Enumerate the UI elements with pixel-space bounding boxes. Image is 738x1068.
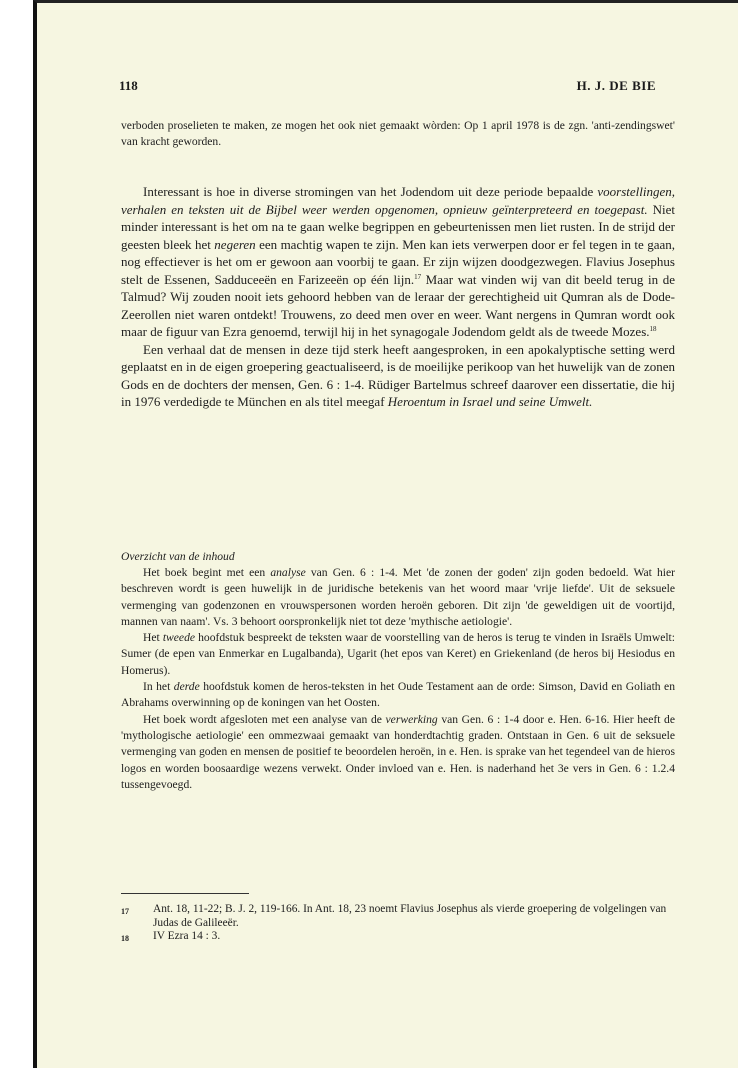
carryover-paragraph: [121, 118, 675, 151]
book-title: Heroentum in Israel und seine Umwelt.: [387, 394, 593, 409]
footnote-text: Ant. 18, 11-22; B. J. 2, 119-166. In Ant. 18, 23 noemt Flavius Josephus als vierde groepering de volgelingen van Judas de Galileeër.: [153, 903, 667, 929]
paragraph-derde: In het derde hoofdstuk komen de heros-teksten in het Oude Testament aan de orde: Simson, David en Goliath en Abrahams overwinning op de koningen van het Oosten.: [121, 680, 675, 710]
footnote-number: 18: [121, 934, 129, 943]
footnote-17: [121, 903, 675, 930]
paragraph-verhaal: Een verhaal dat de mensen in deze tijd sterk heeft aangesproken, in een apokalyptische setting werd geplaatst en in de eigen groepering geactualiseerd, is de moeilijke perikoop van het huwelijk van de zonen Gods en de dochters der mensen, Gen. 6 : 1-4. Rüdiger Bartelmus schreef daarover een dissertatie, die hij in 1976 verdedigde te München en als titel meegaf Heroentum in Israel und seine Umwelt.: [121, 341, 675, 409]
paragraph-verwerking: Het boek wordt afgesloten met een analyse van de verwerking van Gen. 6 : 1-4 door e. Hen. 6-16. Hier heeft de 'mythologische aetiologie' een ommezwaai gemaakt van honderdtachtig graden. Ontstaan in Gen. 6 uit de seksuele vermenging van goden en mensen de positief te beoordelen heroën, in e. Hen. is sprake van het tegendeel van de hieros logos en worden boosaardige wezens verwekt. Onder invloed van e. Hen. is naderhand het 3e vers in Gen. 6 : 1.2.4 tussengevoegd.: [121, 712, 675, 791]
page-header: [119, 78, 656, 94]
paragraph-analyse: Het boek begint met een analyse van Gen. 6 : 1-4. Met 'de zonen der goden' zijn goden bedoeld. Wat hier beschreven wordt is geen huwelijk in de juridische betekenis van het woord maar 'vrije liefde'. Uit de seksuele vermenging van godenzonen en vrouwspersonen worden heroën geboren. Dit zijn 'de geweldigen uit de voortijd, mannen van naam'. Vs. 3 behoort oorspronkelijk niet tot deze 'mythische aetiologie'.: [121, 566, 675, 628]
footnote-number: 17: [121, 907, 129, 916]
section-heading: Overzicht van de inhoud: [121, 550, 235, 563]
footnote-ref-18[interactable]: 18: [649, 325, 657, 333]
footnote-18: [121, 930, 675, 946]
emphasis-voorstellingen: voorstellingen, verhalen en teksten uit de Bijbel weer werden opgenomen, opnieuw geïnterpreteerd en toegepast.: [121, 184, 675, 217]
section-overview: [121, 549, 675, 793]
footnote-ref-17[interactable]: 17: [414, 272, 422, 281]
footnote-divider: [121, 893, 249, 894]
main-text: [121, 183, 675, 411]
emphasis-negeren: negeren: [214, 236, 256, 252]
carryover-text: verboden proselieten te maken, ze mogen het ook niet gemaakt wòrden: Op 1 april 1978 is de zgn. 'anti-zendingswet' van kracht geworden.: [121, 119, 675, 149]
paragraph-interessant: Interessant is hoe in diverse stromingen van het Jodendom uit deze periode bepaalde voorstellingen, verhalen en teksten uit de Bijbel weer werden opgenomen, opnieuw geïnterpreteerd en toegepast. Niet minder interessant is het om na te gaan welke begrippen en gebeurtenissen men liet rusten. In de strijd der geesten bleek het negeren een machtig wapen te zijn. Men kan iets verwerpen door er fel tegen in te gaan, nog effectiever is het om er gewoon aan voorbij te gaan. Er zijn wijzen doodgezwegen. Flavius Josephus stelt de Essenen, Sadduceeën en Farizeeën op één lijn.$^{17}$ Maar wat vinden wij van dit beeld terug in de Talmud? Wij zouden nooit iets gehoord hebben van de leraar der gerechtigheid uit Qumran als de Dode-Zeerollen niet waren ontdekt! Trouwens, zo deed men over en weer. Want nergens in Qumran wordt ook maar de figuur van Ezra genoemd, terwijl hij in het synagogale Jodendom geldt als de tweede Mozes.$^{18}$: [121, 184, 676, 339]
footnote-text: IV Ezra 14 : 3.: [153, 930, 221, 942]
page-number: 118: [119, 78, 138, 93]
footnotes: [121, 903, 675, 946]
book-page: [33, 0, 738, 1068]
paragraph-tweede: Het tweede hoofdstuk bespreekt de teksten waar de voorstelling van de heros is terug te vinden in Israëls Umwelt: Sumer (de epen van Enmerkar en Lugalbanda), Ugarit (het epos van Keret) en Griekenland (de heros bij Hesiodus en Homerus).: [121, 631, 676, 677]
running-head: H. J. DE BIE: [576, 78, 656, 93]
